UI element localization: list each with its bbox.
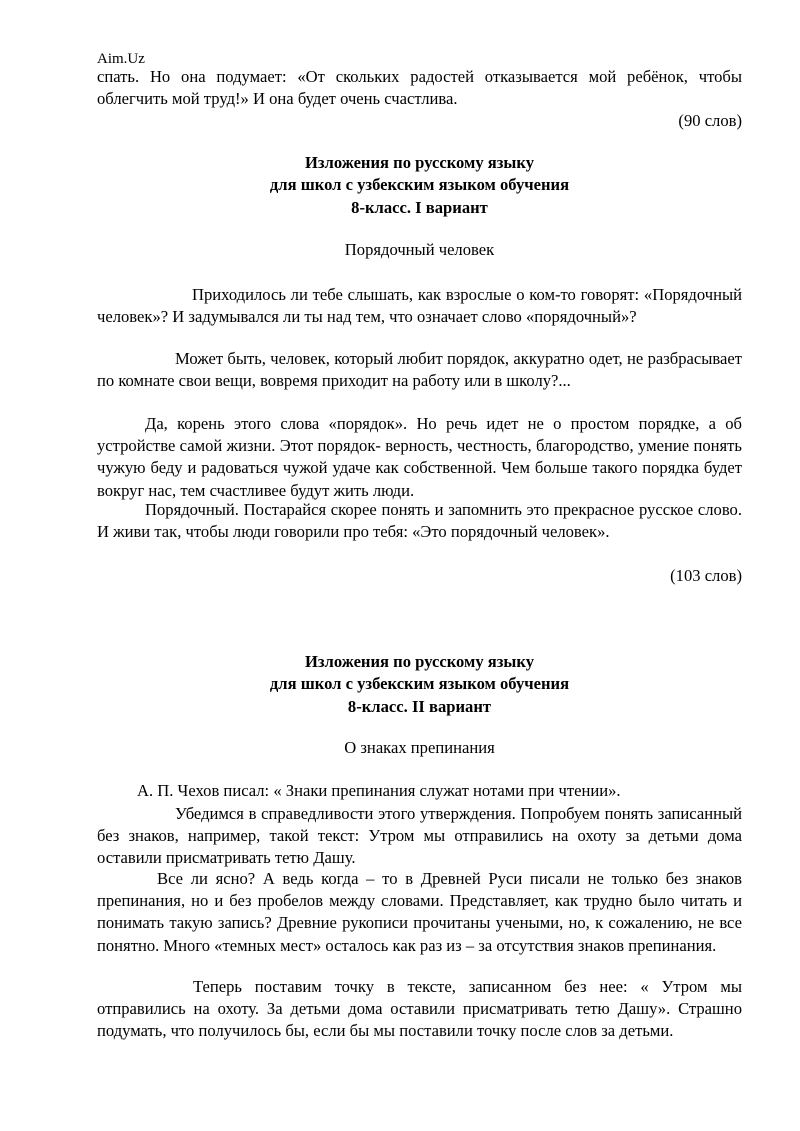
- section1-paragraph: Порядочный. Постарайся скорее понять и запомнить это прекрасное русское слово. И живи так, чтобы люди говорили про тебя: «Это порядочный человек».: [97, 500, 742, 542]
- section2-paragraph: Убедимся в справедливости этого утверждения. Попробуем понять записанный без знаков, например, такой текст: Утром мы отправились на охоту за детьми дома оставили присматривать тетю Дашу.: [97, 804, 742, 868]
- section2-heading-line: Изложения по русскому языку: [304, 652, 535, 671]
- section1-heading-line: 8-класс. I вариант: [351, 197, 488, 217]
- section1-paragraph: Может быть, человек, который любит порядок, аккуратно одет, не разбрасывает по комнате свои вещи, вовремя приходит на работу или в школу?...: [97, 349, 742, 391]
- section2-heading: [97, 651, 742, 718]
- section1-heading-line: Изложения по русскому языку: [304, 153, 535, 172]
- section2-paragraph: А. П. Чехов писал: « Знаки препинания служат нотами при чтении».: [137, 781, 621, 800]
- section2-paragraph: Теперь поставим точку в тексте, записанном без нее: « Утром мы отправились на охоту. За детьми дома оставили присматривать тетю Дашу». Страшно подумать, что получилось бы, если бы мы поставили точку после слов за детьми.: [97, 977, 742, 1041]
- section2-paragraph: Все ли ясно? А ведь когда – то в Древней Руси писали не только без знаков препинания, но и без пробелов между словами. Представляет, как трудно было читать и понимать такую запись? Древние рукописи прочитаны учеными, но, к сожалению, не все понятно. Много «темных мест» осталось как раз из – за отсутствия знаков препинания.: [97, 869, 742, 955]
- section1-title: Порядочный человек: [344, 240, 495, 259]
- intro-paragraph: спать. Но она подумает: «От скольких радостей отказывается мой ребёнок, чтобы облегчить мой труд!» И она будет очень счастлива.: [97, 67, 742, 109]
- section1-paragraph: Да, корень этого слова «порядок». Но речь идет не о простом порядке, а об устройстве самой жизни. Этот порядок- верность, честность, благородство, умение понять чужую беду и радоваться чужой удаче как собственной. Чем больше такого порядка будет вокруг нас, тем счастливее будут жить люди.: [97, 414, 742, 500]
- section2-heading-line: 8-класс. II вариант: [347, 696, 492, 716]
- watermark: Aim.Uz: [97, 51, 145, 67]
- section2-heading-line: для школ с узбекским языком обучения: [269, 674, 570, 694]
- intro-word-count: (90 слов): [678, 111, 742, 130]
- section1-heading-line: для школ с узбекским языком обучения: [269, 175, 570, 195]
- section1-word-count: (103 слов): [670, 566, 742, 585]
- section1-heading: [97, 152, 742, 219]
- section1-paragraph: Приходилось ли тебе слышать, как взрослые о ком-то говорят: «Порядочный человек»? И задумывался ли ты над тем, что означает слово «порядочный»?: [97, 285, 742, 327]
- section2-title: О знаках препинания: [344, 738, 495, 757]
